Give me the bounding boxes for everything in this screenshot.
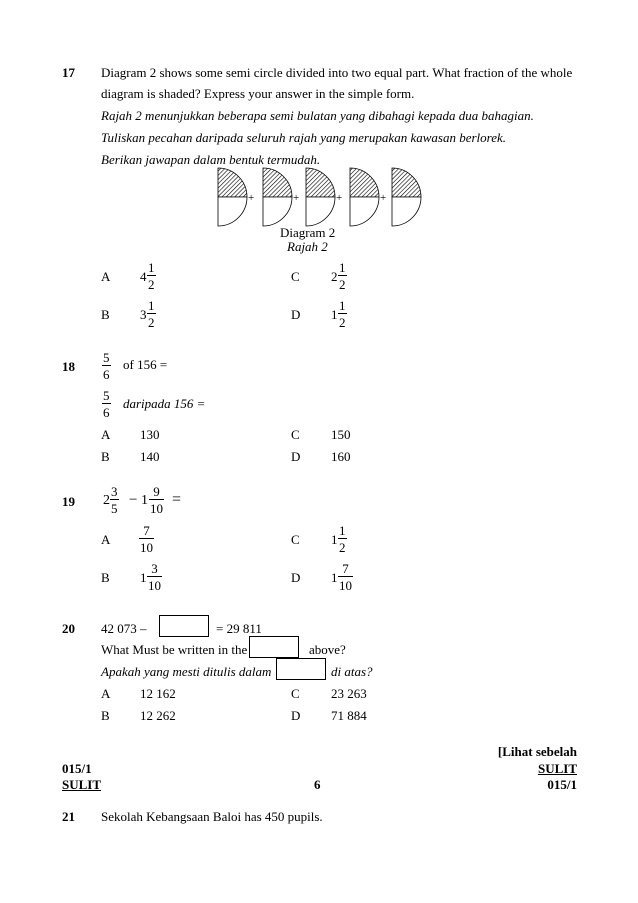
q20-option-a-value: 12 162: [140, 686, 176, 701]
q20-option-b-value: 12 262: [140, 708, 176, 723]
q17-text-ms-2: Tuliskan pecahan daripada seluruh rajah yang merupakan kawasan berlorek.: [101, 130, 507, 145]
q17-option-b-label: B: [101, 307, 110, 322]
footer-sulit-left: SULIT: [62, 777, 102, 792]
q18-option-d-label: D: [291, 449, 301, 464]
q20-option-d-label: D: [291, 708, 301, 723]
plus-sign-2: +: [293, 192, 300, 204]
question-number-20: 20: [62, 621, 75, 636]
plus-sign-4: +: [380, 192, 387, 204]
q17-text-ms-1: Rajah 2 menunjukkan beberapa semi bulatan yang dibahagi kepada dua bahagian.: [101, 108, 534, 123]
q17-option-b-fraction: $\frac{1}{2}$: [148, 298, 155, 330]
q20-left-operand: 42 073 –: [101, 621, 147, 636]
q19-option-d-fraction: $\frac{7}{10}$: [339, 561, 352, 593]
q17-option-d-whole: 1: [331, 307, 338, 322]
q17-option-c-label: C: [291, 269, 300, 284]
q19-whole-1: 2: [103, 493, 110, 508]
q19-option-d-whole: 1: [331, 570, 338, 585]
q21-text: Sekolah Kebangsaan Baloi has 450 pupils.: [101, 809, 323, 824]
q18-option-b-label: B: [101, 449, 110, 464]
q18-option-b-value: 140: [140, 449, 160, 464]
q18-fraction: $\frac{5}{6}$: [103, 350, 110, 382]
q20-line-en-b: above?: [309, 642, 346, 657]
q18-fraction-ms: $\frac{5}{6}$: [103, 388, 110, 420]
q19-fraction-1: $\frac{3}{5}$: [111, 484, 118, 516]
footer-sulit-right: SULIT: [537, 761, 577, 776]
turn-over-note: [Lihat sebelah: [497, 744, 577, 759]
q19-option-b-whole: 1: [140, 570, 147, 585]
q20-box-reference-ms: [276, 658, 326, 680]
question-number-21: 21: [62, 809, 75, 824]
q20-line-en-a: What Must be written in the: [101, 642, 248, 657]
q17-option-a-label: A: [101, 269, 111, 284]
q19-fraction-2: $\frac{9}{10}$: [150, 484, 163, 516]
q17-option-a-fraction: $\frac{1}{2}$: [148, 260, 155, 292]
q19-equals: =: [172, 491, 182, 508]
q19-minus: −: [129, 492, 138, 508]
q20-line-ms-b: di atas?: [331, 664, 373, 679]
q19-option-b-fraction: $\frac{3}{10}$: [148, 561, 161, 593]
q19-option-d-label: D: [291, 570, 301, 585]
diagram-2-semicircles: [210, 166, 430, 230]
q19-option-b-label: B: [101, 570, 110, 585]
q19-whole-2: 1: [141, 493, 148, 508]
footer-code-left: 015/1: [62, 761, 92, 776]
q17-text-en-1: Diagram 2 shows some semi circle divided into two equal part. What fraction of the whole: [101, 65, 573, 80]
question-number-19: 19: [62, 494, 75, 509]
plus-sign-3: +: [336, 192, 343, 204]
q17-option-c-whole: 2: [331, 269, 338, 284]
q20-answer-box: [159, 615, 209, 637]
q20-right-result: = 29 811: [216, 621, 262, 636]
semicircle-1: [218, 168, 247, 226]
plus-sign-1: +: [248, 192, 255, 204]
q18-option-c-label: C: [291, 427, 300, 442]
q19-option-c-label: C: [291, 532, 300, 547]
q20-box-reference-en: [249, 636, 299, 658]
semicircle-4: [350, 168, 379, 226]
question-number-17: 17: [62, 65, 75, 80]
q17-option-d-fraction: $\frac{1}{2}$: [339, 298, 346, 330]
q20-line-ms-a: Apakah yang mesti ditulis dalam: [101, 664, 272, 679]
q20-option-d-value: 71 884: [331, 708, 367, 723]
diagram-label-ms: Rajah 2: [287, 239, 328, 254]
q20-option-b-label: B: [101, 708, 110, 723]
q18-option-c-value: 150: [331, 427, 351, 442]
q20-option-c-label: C: [291, 686, 300, 701]
semicircle-5: [392, 168, 421, 226]
q17-option-b-whole: 3: [140, 307, 147, 322]
semicircle-2: [263, 168, 292, 226]
q20-option-a-label: A: [101, 686, 111, 701]
q18-option-a-value: 130: [140, 427, 160, 442]
q17-text-en-2: diagram is shaded? Express your answer in the simple form.: [101, 86, 415, 101]
q19-option-c-whole: 1: [331, 532, 338, 547]
q20-option-c-value: 23 263: [331, 686, 367, 701]
question-number-18: 18: [62, 359, 75, 374]
q18-text-en: of 156 =: [123, 357, 168, 372]
q18-text-ms: daripada 156 =: [123, 396, 206, 411]
q19-option-a-label: A: [101, 532, 111, 547]
q17-option-c-fraction: $\frac{1}{2}$: [339, 260, 346, 292]
q17-option-a-whole: 4: [140, 269, 147, 284]
q17-option-d-label: D: [291, 307, 301, 322]
page-number: 6: [314, 777, 321, 792]
q19-option-a-fraction: $\frac{7}{10}$: [140, 523, 153, 555]
q19-option-c-fraction: $\frac{1}{2}$: [339, 523, 346, 555]
q18-option-a-label: A: [101, 427, 111, 442]
q18-option-d-value: 160: [331, 449, 351, 464]
footer-code-right: 015/1: [547, 777, 577, 792]
diagram-label-en: Diagram 2: [280, 225, 336, 240]
semicircle-3: [306, 168, 335, 226]
q17-text-ms-3: Berikan jawapan dalam bentuk termudah.: [101, 152, 321, 167]
